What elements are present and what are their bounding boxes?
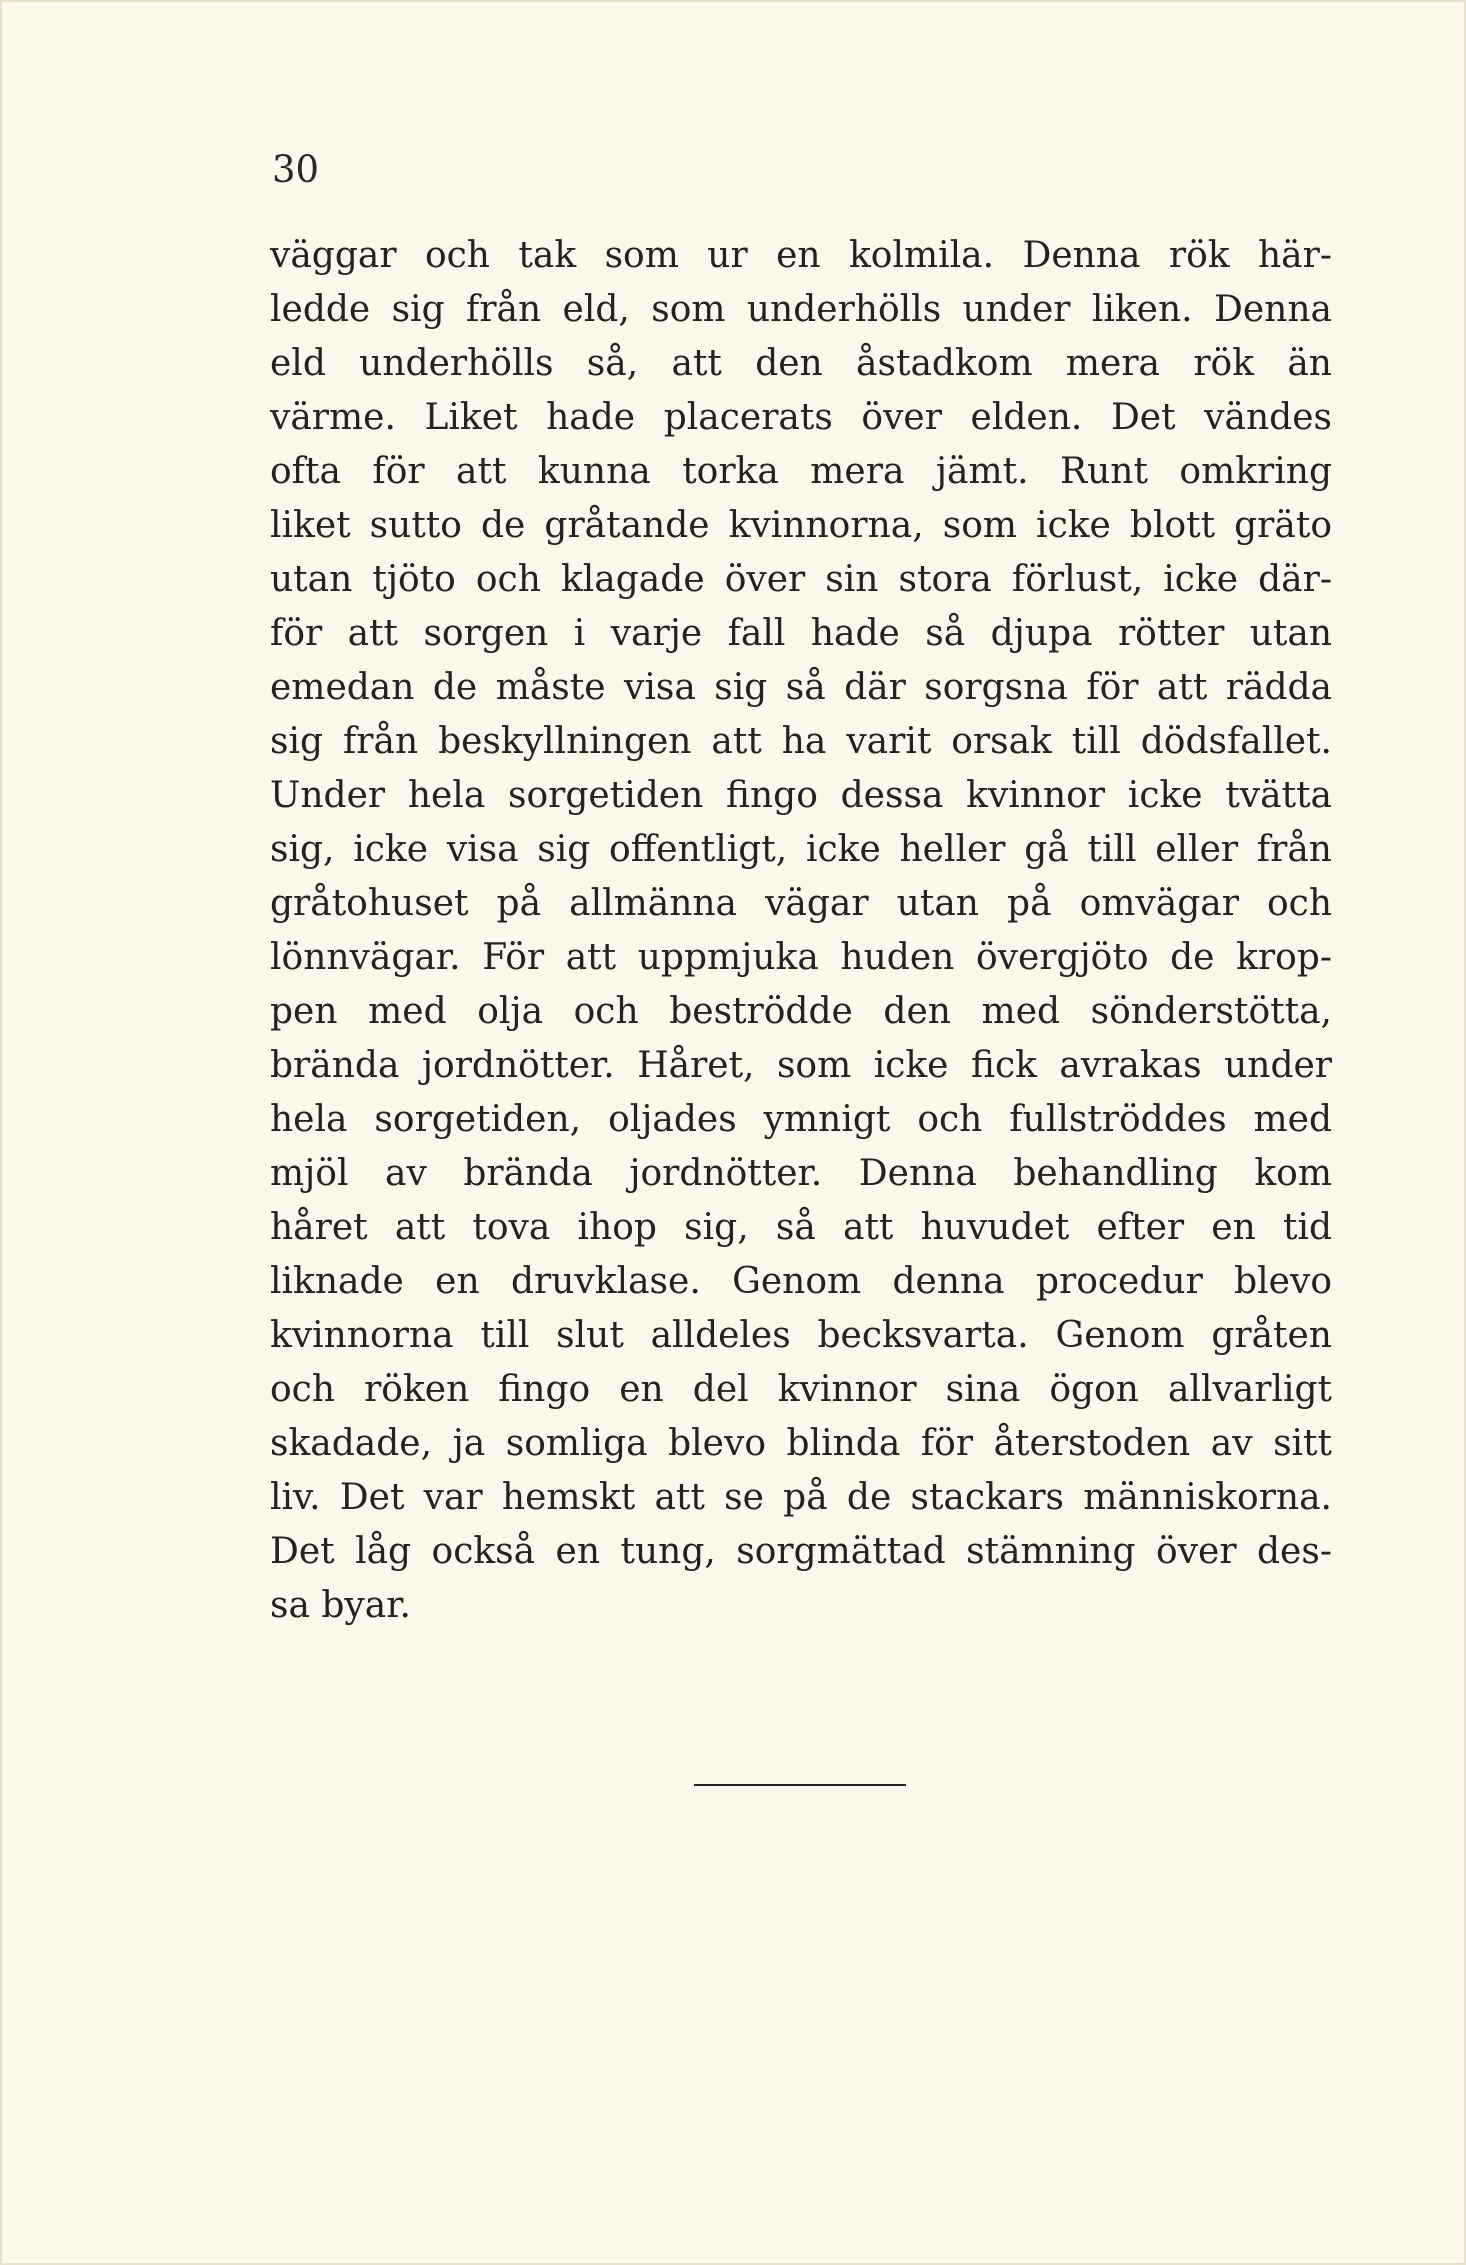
text-line: värme. Liket hade placerats över elden. Det vändes [270, 397, 1332, 438]
text-line: liket sutto de gråtande kvinnorna, som icke blott gräto [270, 505, 1332, 546]
text-line: pen med olja och beströdde den med sönderstötta, [270, 991, 1332, 1032]
text-line: lönnvägar. För att uppmjuka huden övergjöto de krop- [270, 937, 1332, 978]
text-line: håret att tova ihop sig, så att huvudet efter en tid [270, 1207, 1332, 1248]
text-line: kvinnorna till slut alldeles becksvarta. Genom gråten [270, 1315, 1332, 1356]
page-number: 30 [272, 148, 320, 191]
text-line: sa byar. [270, 1585, 411, 1626]
text-line: sig från beskyllningen att ha varit orsak till dödsfallet. [270, 721, 1332, 762]
text-line: Det låg också en tung, sorgmättad stämning över des- [270, 1531, 1332, 1572]
text-line: brända jordnötter. Håret, som icke fick avrakas under [270, 1045, 1332, 1086]
text-line: emedan de måste visa sig så där sorgsna för att rädda [270, 667, 1332, 708]
text-line: liknade en druvklase. Genom denna procedur blevo [270, 1261, 1332, 1302]
text-line: skadade, ja somliga blevo blinda för återstoden av sitt [270, 1423, 1332, 1464]
text-line: Under hela sorgetiden fingo dessa kvinnor icke tvätta [270, 775, 1332, 816]
text-line: gråtohuset på allmänna vägar utan på omvägar och [270, 883, 1332, 924]
text-line: utan tjöto och klagade över sin stora förlust, icke där- [270, 559, 1332, 600]
text-line: ledde sig från eld, som underhölls under liken. Denna [270, 289, 1332, 330]
body-text [270, 229, 1332, 1633]
text-line: ofta för att kunna torka mera jämt. Runt omkring [270, 451, 1332, 492]
text-line: hela sorgetiden, oljades ymnigt och fullströddes med [270, 1099, 1332, 1140]
text-line: sig, icke visa sig offentligt, icke heller gå till eller från [270, 829, 1332, 870]
text-line: och röken fingo en del kvinnor sina ögon allvarligt [270, 1369, 1332, 1410]
section-divider [694, 1784, 906, 1786]
text-line: mjöl av brända jordnötter. Denna behandling kom [270, 1153, 1332, 1194]
text-line: väggar och tak som ur en kolmila. Denna rök här- [270, 235, 1332, 276]
text-line: liv. Det var hemskt att se på de stackars människorna. [270, 1477, 1332, 1518]
text-line: för att sorgen i varje fall hade så djupa rötter utan [270, 613, 1332, 654]
text-line: eld underhölls så, att den åstadkom mera rök än [270, 343, 1332, 384]
